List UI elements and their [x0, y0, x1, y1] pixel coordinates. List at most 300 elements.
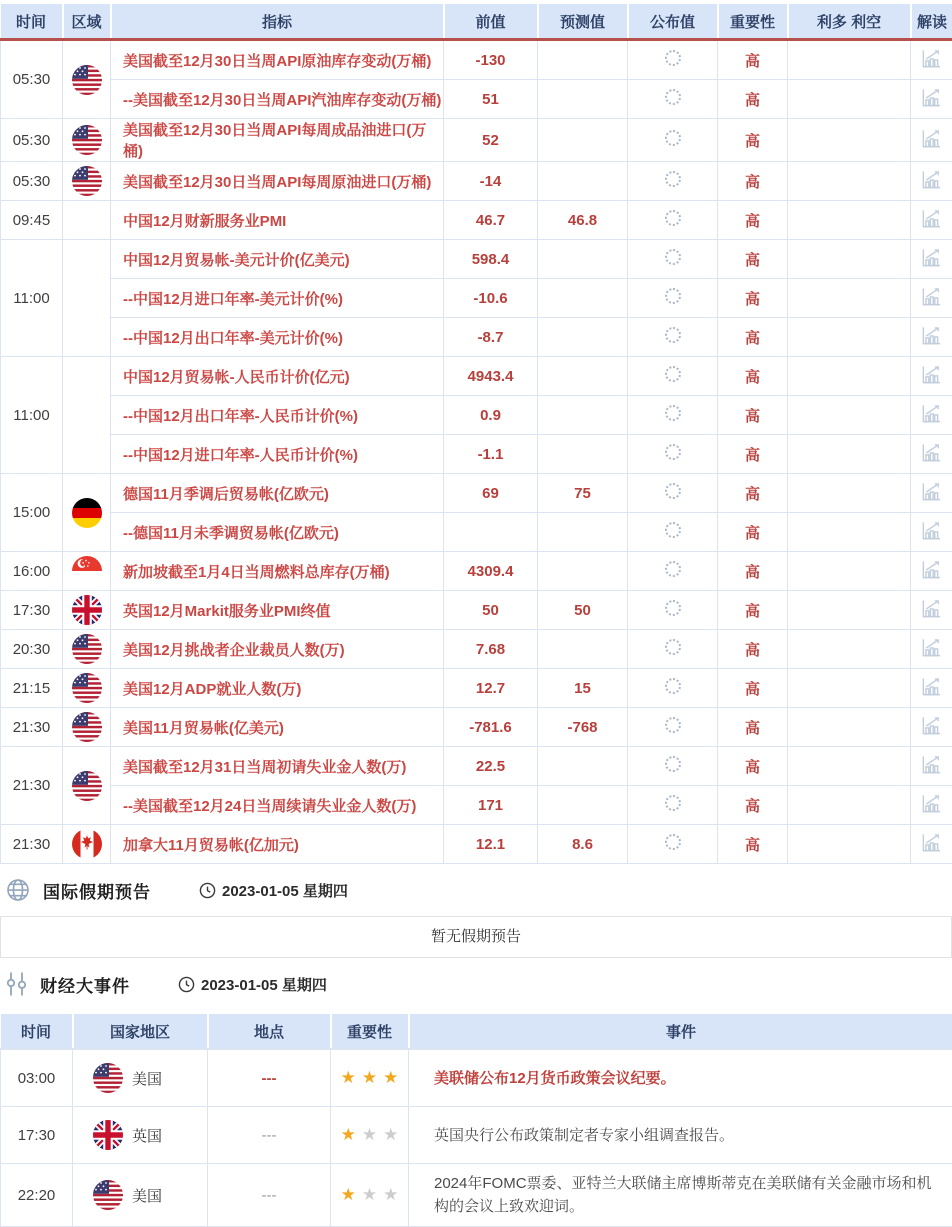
region-cell — [63, 591, 111, 630]
bull-bear-cell — [788, 747, 911, 786]
interpret-cell[interactable] — [911, 279, 952, 318]
importance-cell: 高 — [718, 552, 788, 591]
published-value-cell — [628, 708, 718, 747]
previous-value-cell: 171 — [444, 786, 538, 825]
bull-bear-cell — [788, 825, 911, 864]
indicator-cell — [111, 80, 444, 119]
holiday-section-header — [0, 864, 952, 916]
calendar-row — [1, 40, 952, 80]
calendar-row — [1, 318, 952, 357]
indicator-link[interactable]: 美国截至12月30日当周API原油库存变动(万桶) — [123, 53, 431, 70]
country-name: 美国 — [132, 1185, 162, 1206]
flag-us-icon — [72, 771, 102, 801]
loading-spinner-icon — [665, 678, 681, 694]
calendar-row — [1, 708, 952, 747]
events-section-title: 财经大事件 — [40, 972, 130, 997]
events-section-date: 2023-01-05 星期四 — [178, 974, 327, 995]
indicator-link[interactable]: 美国截至12月31日当周初请失业金人数(万) — [123, 759, 406, 776]
bull-bear-cell — [788, 201, 911, 240]
indicator-cell — [111, 279, 444, 318]
interpret-chart-icon — [920, 47, 943, 70]
published-value-cell — [628, 474, 718, 513]
col-importance: 重要性 — [331, 1012, 409, 1049]
importance-cell: 高 — [718, 162, 788, 201]
calendar-row — [1, 630, 952, 669]
interpret-chart-icon — [920, 441, 943, 464]
region-cell — [63, 669, 111, 708]
sliders-icon — [5, 971, 28, 997]
interpret-cell[interactable] — [911, 396, 952, 435]
loading-spinner-icon — [665, 795, 681, 811]
indicator-link[interactable]: 美国截至12月30日当周API每周成品油进口(万桶) — [123, 122, 426, 160]
published-value-cell — [628, 669, 718, 708]
previous-value-cell: 12.1 — [444, 825, 538, 864]
region-cell — [63, 240, 111, 357]
interpret-cell[interactable] — [911, 591, 952, 630]
previous-value-cell: 4309.4 — [444, 552, 538, 591]
indicator-link[interactable]: --美国截至12月30日当周API汽油库存变动(万桶) — [123, 92, 441, 109]
bull-bear-cell — [788, 240, 911, 279]
event-importance-cell — [331, 1107, 409, 1164]
event-importance-cell — [331, 1049, 409, 1107]
time-cell: 16:00 — [1, 552, 63, 591]
interpret-chart-icon — [920, 207, 943, 230]
region-cell — [63, 201, 111, 240]
bull-bear-cell — [788, 669, 911, 708]
indicator-link[interactable]: 加拿大11月贸易帐(亿加元) — [123, 837, 299, 854]
bull-bear-cell — [788, 591, 911, 630]
calendar-row — [1, 552, 952, 591]
time-cell: 05:30 — [1, 119, 63, 162]
flag-us-icon — [93, 1063, 123, 1093]
region-cell — [63, 825, 111, 864]
previous-value-cell: 52 — [444, 119, 538, 162]
event-location-cell: --- — [208, 1164, 331, 1227]
event-text: 英国央行公布政策制定者专家小组调查报告。 — [434, 1127, 734, 1144]
interpret-cell[interactable] — [911, 825, 952, 864]
loading-spinner-icon — [665, 210, 681, 226]
forecast-value-cell — [538, 747, 628, 786]
forecast-value-cell — [538, 552, 628, 591]
published-value-cell — [628, 552, 718, 591]
indicator-cell — [111, 669, 444, 708]
forecast-value-cell — [538, 435, 628, 474]
interpret-chart-icon — [920, 285, 943, 308]
star-icon: ★ — [383, 1125, 398, 1144]
indicator-link[interactable]: 德国11月季调后贸易帐(亿欧元) — [123, 486, 329, 503]
region-cell — [63, 162, 111, 201]
forecast-value-cell — [538, 357, 628, 396]
indicator-cell — [111, 747, 444, 786]
holiday-empty-text: 暂无假期预告 — [431, 928, 521, 945]
indicator-cell — [111, 435, 444, 474]
previous-value-cell: -130 — [444, 40, 538, 80]
event-text: 美联储公布12月货币政策会议纪要。 — [434, 1070, 676, 1087]
importance-cell: 高 — [718, 591, 788, 630]
interpret-cell[interactable] — [911, 201, 952, 240]
forecast-value-cell — [538, 40, 628, 80]
region-cell — [63, 552, 111, 591]
calendar-row — [1, 80, 952, 119]
col-location: 地点 — [208, 1012, 331, 1049]
star-icon: ★ — [341, 1185, 356, 1204]
time-cell: 05:30 — [1, 162, 63, 201]
interpret-chart-icon — [920, 714, 943, 737]
events-header-row — [1, 1012, 952, 1049]
previous-value-cell: -781.6 — [444, 708, 538, 747]
calendar-row — [1, 279, 952, 318]
published-value-cell — [628, 240, 718, 279]
bull-bear-cell — [788, 162, 911, 201]
loading-spinner-icon — [665, 600, 681, 616]
calendar-row — [1, 747, 952, 786]
holiday-section-date: 2023-01-05 星期四 — [199, 880, 348, 901]
forecast-value-cell: 15 — [538, 669, 628, 708]
indicator-cell — [111, 119, 444, 162]
previous-value-cell: 598.4 — [444, 240, 538, 279]
flag-gb-icon — [93, 1120, 123, 1150]
region-cell — [63, 630, 111, 669]
indicator-link[interactable]: --中国12月进口年率-美元计价(%) — [123, 291, 343, 308]
calendar-row — [1, 474, 952, 513]
importance-cell: 高 — [718, 474, 788, 513]
event-country-cell — [73, 1107, 208, 1164]
interpret-chart-icon — [920, 480, 943, 503]
event-country-cell — [73, 1049, 208, 1107]
interpret-cell[interactable] — [911, 708, 952, 747]
interpret-cell[interactable] — [911, 474, 952, 513]
published-value-cell — [628, 630, 718, 669]
clock-icon — [178, 976, 195, 993]
published-value-cell — [628, 396, 718, 435]
indicator-link[interactable]: 英国12月Markit服务业PMI终值 — [123, 603, 331, 620]
loading-spinner-icon — [665, 171, 681, 187]
bull-bear-cell — [788, 786, 911, 825]
region-cell — [63, 357, 111, 474]
interpret-cell[interactable] — [911, 747, 952, 786]
importance-cell: 高 — [718, 318, 788, 357]
importance-cell: 高 — [718, 119, 788, 162]
time-cell: 17:30 — [1, 591, 63, 630]
interpret-chart-icon — [920, 558, 943, 581]
indicator-link[interactable]: --德国11月未季调贸易帐(亿欧元) — [123, 525, 339, 542]
loading-spinner-icon — [665, 366, 681, 382]
interpret-cell[interactable] — [911, 119, 952, 162]
flag-us-icon — [72, 65, 102, 95]
forecast-value-cell — [538, 396, 628, 435]
importance-cell: 高 — [718, 435, 788, 474]
globe-icon — [5, 877, 31, 903]
forecast-value-cell — [538, 119, 628, 162]
col-region: 区域 — [63, 2, 111, 40]
event-time-cell: 22:20 — [1, 1164, 73, 1227]
star-icon: ★ — [383, 1185, 398, 1204]
time-cell: 21:30 — [1, 708, 63, 747]
flag-us-icon — [72, 634, 102, 664]
calendar-header-row — [1, 2, 952, 40]
indicator-link[interactable]: 美国11月贸易帐(亿美元) — [123, 720, 284, 737]
star-icon: ★ — [341, 1125, 356, 1144]
calendar-row — [1, 162, 952, 201]
event-row — [1, 1107, 952, 1164]
region-cell — [63, 708, 111, 747]
flag-de-icon — [72, 498, 102, 528]
importance-cell: 高 — [718, 747, 788, 786]
interpret-cell[interactable] — [911, 513, 952, 552]
holiday-empty-box — [0, 916, 952, 958]
indicator-link[interactable]: --美国截至12月24日当周续请失业金人数(万) — [123, 798, 416, 815]
importance-cell: 高 — [718, 786, 788, 825]
loading-spinner-icon — [665, 639, 681, 655]
star-icon: ★ — [383, 1068, 398, 1087]
interpret-chart-icon — [920, 168, 943, 191]
indicator-cell — [111, 630, 444, 669]
interpret-cell[interactable] — [911, 40, 952, 80]
previous-value-cell: 22.5 — [444, 747, 538, 786]
loading-spinner-icon — [665, 50, 681, 66]
interpret-chart-icon — [920, 519, 943, 542]
country-name: 美国 — [132, 1068, 162, 1089]
event-importance-cell — [331, 1164, 409, 1227]
col-forecast: 预测值 — [538, 2, 628, 40]
flag-ca-icon — [72, 829, 102, 859]
interpret-chart-icon — [920, 324, 943, 347]
indicator-cell — [111, 591, 444, 630]
interpret-cell[interactable] — [911, 669, 952, 708]
indicator-link[interactable]: 美国12月挑战者企业裁员人数(万) — [123, 642, 345, 659]
loading-spinner-icon — [665, 89, 681, 105]
calendar-row — [1, 435, 952, 474]
event-location-cell: --- — [208, 1107, 331, 1164]
indicator-cell — [111, 240, 444, 279]
loading-spinner-icon — [665, 834, 681, 850]
previous-value-cell: -14 — [444, 162, 538, 201]
interpret-cell[interactable] — [911, 552, 952, 591]
indicator-cell — [111, 162, 444, 201]
indicator-link[interactable]: 美国截至12月30日当周API每周原油进口(万桶) — [123, 174, 431, 191]
indicator-link[interactable]: 新加坡截至1月4日当周燃料总库存(万桶) — [123, 564, 390, 581]
interpret-cell[interactable] — [911, 630, 952, 669]
interpret-cell[interactable] — [911, 435, 952, 474]
importance-cell: 高 — [718, 669, 788, 708]
forecast-value-cell: -768 — [538, 708, 628, 747]
col-importance: 重要性 — [718, 2, 788, 40]
event-time-cell: 17:30 — [1, 1107, 73, 1164]
clock-icon — [199, 882, 216, 899]
event-text-cell — [409, 1107, 952, 1164]
time-cell: 21:30 — [1, 747, 63, 825]
importance-cell: 高 — [718, 396, 788, 435]
time-cell: 11:00 — [1, 357, 63, 474]
indicator-link[interactable]: 中国12月财新服务业PMI — [123, 213, 286, 230]
published-value-cell — [628, 119, 718, 162]
big-events-table — [0, 1010, 952, 1227]
indicator-link[interactable]: --中国12月进口年率-人民币计价(%) — [123, 447, 358, 464]
col-bull-bear: 利多 利空 — [788, 2, 911, 40]
interpret-chart-icon — [920, 246, 943, 269]
calendar-row — [1, 357, 952, 396]
forecast-value-cell — [538, 80, 628, 119]
loading-spinner-icon — [665, 444, 681, 460]
indicator-link[interactable]: 中国12月贸易帐-人民币计价(亿元) — [123, 369, 350, 386]
calendar-row — [1, 591, 952, 630]
indicator-cell — [111, 201, 444, 240]
indicator-link[interactable]: 美国12月ADP就业人数(万) — [123, 681, 301, 698]
star-icon: ★ — [362, 1068, 377, 1087]
event-row — [1, 1164, 952, 1227]
forecast-value-cell — [538, 786, 628, 825]
event-text-cell — [409, 1049, 952, 1107]
published-value-cell — [628, 513, 718, 552]
published-value-cell — [628, 201, 718, 240]
interpret-chart-icon — [920, 127, 943, 150]
bull-bear-cell — [788, 552, 911, 591]
event-text-cell — [409, 1164, 952, 1227]
published-value-cell — [628, 825, 718, 864]
time-cell: 15:00 — [1, 474, 63, 552]
importance-cell: 高 — [718, 357, 788, 396]
calendar-row — [1, 669, 952, 708]
interpret-chart-icon — [920, 675, 943, 698]
col-interpret: 解读 — [911, 2, 952, 40]
importance-cell: 高 — [718, 279, 788, 318]
interpret-chart-icon — [920, 831, 943, 854]
interpret-chart-icon — [920, 363, 943, 386]
interpret-chart-icon — [920, 86, 943, 109]
bull-bear-cell — [788, 630, 911, 669]
previous-value-cell: -1.1 — [444, 435, 538, 474]
importance-cell: 高 — [718, 80, 788, 119]
region-cell — [63, 40, 111, 119]
col-previous: 前值 — [444, 2, 538, 40]
importance-cell: 高 — [718, 201, 788, 240]
col-time: 时间 — [1, 1012, 73, 1049]
loading-spinner-icon — [665, 522, 681, 538]
event-country-cell — [73, 1164, 208, 1227]
bull-bear-cell — [788, 318, 911, 357]
forecast-value-cell — [538, 513, 628, 552]
holiday-section-title: 国际假期预告 — [43, 878, 151, 903]
loading-spinner-icon — [665, 561, 681, 577]
interpret-chart-icon — [920, 636, 943, 659]
time-cell: 09:45 — [1, 201, 63, 240]
interpret-cell[interactable] — [911, 357, 952, 396]
time-cell: 21:15 — [1, 669, 63, 708]
bull-bear-cell — [788, 474, 911, 513]
col-event: 事件 — [409, 1012, 952, 1049]
interpret-chart-icon — [920, 753, 943, 776]
published-value-cell — [628, 786, 718, 825]
forecast-value-cell: 75 — [538, 474, 628, 513]
calendar-row — [1, 513, 952, 552]
time-cell: 21:30 — [1, 825, 63, 864]
forecast-value-cell: 50 — [538, 591, 628, 630]
forecast-value-cell: 8.6 — [538, 825, 628, 864]
bull-bear-cell — [788, 708, 911, 747]
previous-value-cell: 4943.4 — [444, 357, 538, 396]
indicator-cell — [111, 396, 444, 435]
calendar-row — [1, 201, 952, 240]
time-cell: 11:00 — [1, 240, 63, 357]
forecast-value-cell: 46.8 — [538, 201, 628, 240]
interpret-chart-icon — [920, 792, 943, 815]
published-value-cell — [628, 318, 718, 357]
previous-value-cell: -8.7 — [444, 318, 538, 357]
previous-value-cell: -10.6 — [444, 279, 538, 318]
calendar-row — [1, 119, 952, 162]
time-cell: 05:30 — [1, 40, 63, 119]
importance-cell: 高 — [718, 513, 788, 552]
forecast-value-cell — [538, 162, 628, 201]
indicator-link[interactable]: --中国12月出口年率-美元计价(%) — [123, 330, 343, 347]
indicator-cell — [111, 40, 444, 80]
region-cell — [63, 747, 111, 825]
previous-value-cell: 50 — [444, 591, 538, 630]
calendar-row — [1, 825, 952, 864]
star-icon: ★ — [341, 1068, 356, 1087]
col-country: 国家地区 — [73, 1012, 208, 1049]
interpret-chart-icon — [920, 402, 943, 425]
col-indicator: 指标 — [111, 2, 444, 40]
indicator-cell — [111, 513, 444, 552]
published-value-cell — [628, 357, 718, 396]
flag-us-icon — [72, 673, 102, 703]
published-value-cell — [628, 435, 718, 474]
event-location-cell: --- — [208, 1049, 331, 1107]
loading-spinner-icon — [665, 288, 681, 304]
region-cell — [63, 119, 111, 162]
bull-bear-cell — [788, 435, 911, 474]
interpret-cell[interactable] — [911, 162, 952, 201]
indicator-cell — [111, 708, 444, 747]
loading-spinner-icon — [665, 483, 681, 499]
interpret-cell[interactable] — [911, 80, 952, 119]
forecast-value-cell — [538, 630, 628, 669]
previous-value-cell: 51 — [444, 80, 538, 119]
col-published: 公布值 — [628, 2, 718, 40]
bull-bear-cell — [788, 396, 911, 435]
col-time: 时间 — [1, 2, 63, 40]
country-name: 英国 — [132, 1125, 162, 1146]
event-row — [1, 1049, 952, 1107]
interpret-cell[interactable] — [911, 786, 952, 825]
loading-spinner-icon — [665, 756, 681, 772]
star-icon: ★ — [362, 1185, 377, 1204]
interpret-cell[interactable] — [911, 240, 952, 279]
indicator-cell — [111, 825, 444, 864]
loading-spinner-icon — [665, 249, 681, 265]
interpret-chart-icon — [920, 597, 943, 620]
previous-value-cell — [444, 513, 538, 552]
bull-bear-cell — [788, 513, 911, 552]
flag-us-icon — [72, 125, 102, 155]
interpret-cell[interactable] — [911, 318, 952, 357]
loading-spinner-icon — [665, 327, 681, 343]
indicator-cell — [111, 786, 444, 825]
indicator-link[interactable]: --中国12月出口年率-人民币计价(%) — [123, 408, 358, 425]
star-icon: ★ — [362, 1125, 377, 1144]
flag-sg-icon — [72, 556, 102, 586]
calendar-row — [1, 786, 952, 825]
indicator-cell — [111, 474, 444, 513]
importance-cell: 高 — [718, 240, 788, 279]
indicator-link[interactable]: 中国12月贸易帐-美元计价(亿美元) — [123, 252, 350, 269]
indicator-cell — [111, 318, 444, 357]
published-value-cell — [628, 591, 718, 630]
importance-cell: 高 — [718, 708, 788, 747]
bull-bear-cell — [788, 279, 911, 318]
indicator-cell — [111, 357, 444, 396]
